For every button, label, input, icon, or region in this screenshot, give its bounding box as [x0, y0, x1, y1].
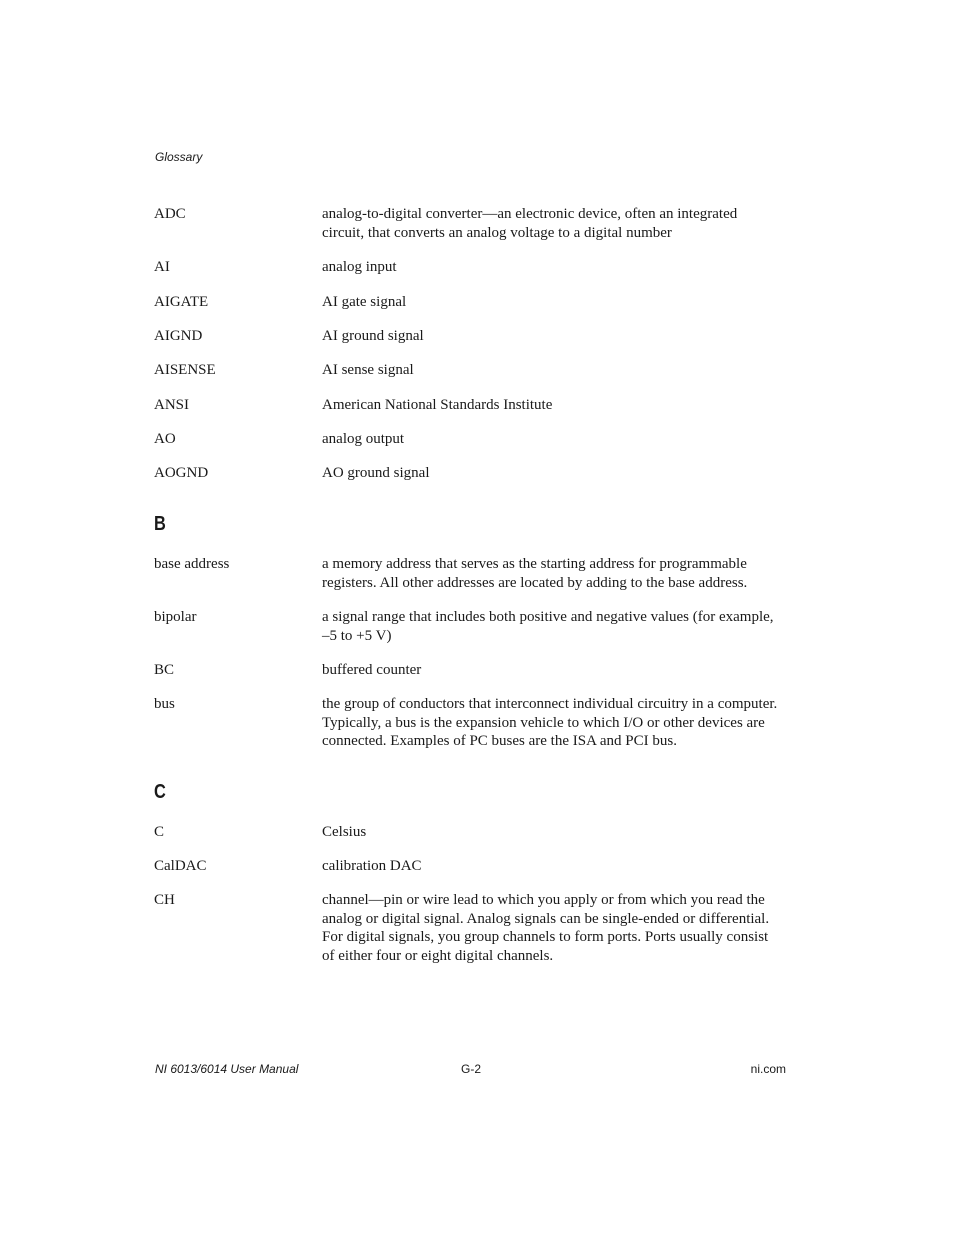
- definition-line: connected. Examples of PC buses are the ISA and PCI bus.: [322, 733, 677, 749]
- glossary-definition: [322, 464, 788, 483]
- glossary-definition: [322, 608, 788, 645]
- definition-line: buffered counter: [322, 662, 422, 678]
- section-heading-c: C: [154, 781, 166, 803]
- definition-line: American National Standards Institute: [322, 397, 553, 413]
- glossary-term: base address: [154, 556, 230, 572]
- glossary-term: CalDAC: [154, 858, 207, 874]
- definition-line: AO ground signal: [322, 465, 430, 481]
- glossary-term: ADC: [154, 206, 186, 222]
- glossary-definition: [322, 258, 788, 277]
- definition-line: registers. All other addresses are located by adding to the base address.: [322, 574, 748, 591]
- glossary-term: AI: [154, 259, 170, 275]
- glossary-definition: [322, 891, 788, 965]
- footer-website: ni.com: [750, 1062, 786, 1076]
- glossary-definition: [322, 857, 788, 876]
- glossary-term: bipolar: [154, 609, 197, 625]
- glossary-term: AOGND: [154, 465, 209, 481]
- glossary-term: AISENSE: [154, 362, 216, 378]
- glossary-definition: [322, 430, 788, 449]
- glossary-term: ANSI: [154, 397, 190, 413]
- glossary-definition: [322, 661, 788, 680]
- definition-line: analog output: [322, 431, 405, 447]
- definition-line: AI ground signal: [322, 328, 424, 344]
- definition-line: calibration DAC: [322, 858, 422, 874]
- definition-line: a signal range that includes both positive and negative values (for example,: [322, 609, 774, 625]
- definition-line: For digital signals, you group channels to form ports. Ports usually consist: [322, 929, 769, 945]
- glossary-term: CH: [154, 892, 175, 908]
- definition-line: Celsius: [322, 824, 367, 840]
- glossary-term: AIGATE: [154, 294, 209, 310]
- glossary-definition: [322, 695, 788, 751]
- definition-line: circuit, that converts an analog voltage to a digital number: [322, 224, 672, 241]
- definition-line: the group of conductors that interconnect individual circuitry in a computer.: [322, 696, 778, 712]
- glossary-term: C: [154, 824, 165, 840]
- definition-line: of either four or eight digital channels.: [322, 947, 554, 964]
- footer-page-number: G-2: [461, 1062, 482, 1076]
- definition-line: –5 to +5 V): [322, 627, 392, 644]
- footer-manual-title: NI 6013/6014 User Manual: [155, 1062, 299, 1076]
- glossary-term: bus: [154, 696, 175, 712]
- definition-line: analog-to-digital converter—an electronic device, often an integrated: [322, 206, 738, 222]
- definition-line: channel—pin or wire lead to which you apply or from which you read the: [322, 892, 765, 908]
- section-heading-b: B: [154, 513, 166, 535]
- running-header: Glossary: [155, 150, 203, 164]
- glossary-definition: [322, 396, 788, 415]
- definition-line: a memory address that serves as the starting address for programmable: [322, 556, 747, 572]
- definition-line: analog input: [322, 259, 397, 275]
- definition-line: analog or digital signal. Analog signals can be single-ended or differential.: [322, 910, 770, 927]
- glossary-term: AIGND: [154, 328, 203, 344]
- glossary-definition: [322, 823, 788, 842]
- glossary-term: AO: [154, 431, 176, 447]
- glossary-definition: [322, 293, 788, 312]
- definition-line: AI gate signal: [322, 294, 407, 310]
- glossary-definition: [322, 361, 788, 380]
- definition-line: Typically, a bus is the expansion vehicle to which I/O or other devices are: [322, 714, 765, 731]
- glossary-definition: [322, 327, 788, 346]
- glossary-definition: [322, 205, 788, 242]
- definition-line: AI sense signal: [322, 362, 414, 378]
- glossary-definition: [322, 555, 788, 592]
- glossary-term: BC: [154, 662, 175, 678]
